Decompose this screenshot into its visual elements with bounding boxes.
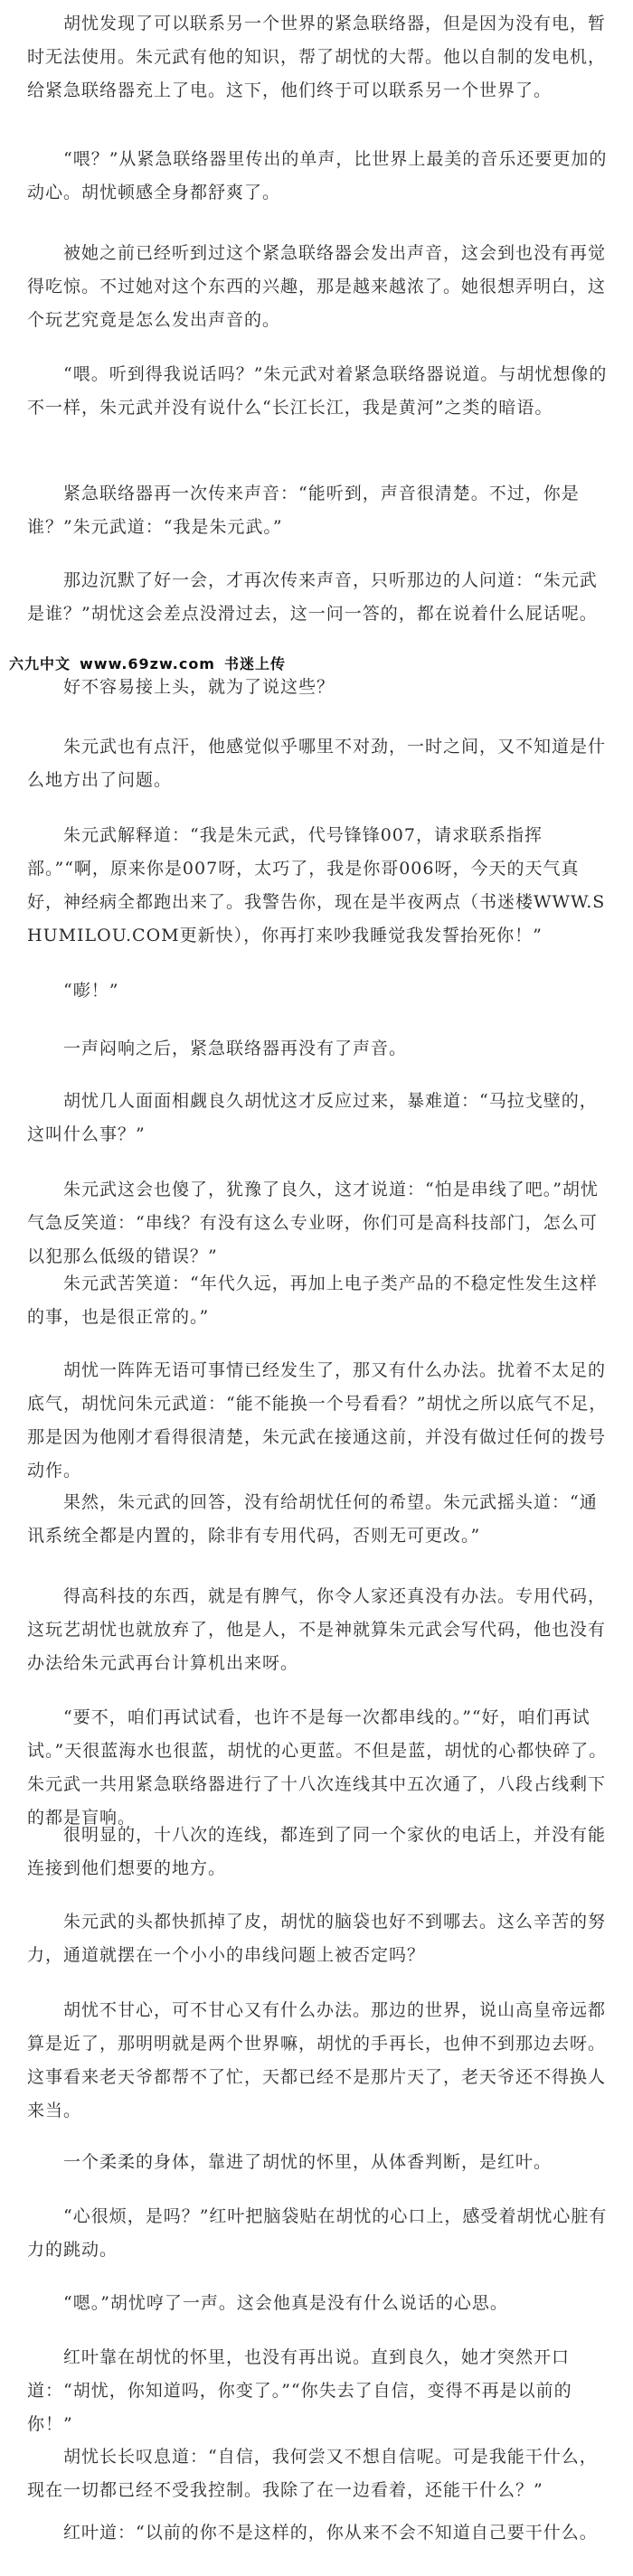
paragraph: 被她之前已经听到过这个紧急联络器会发出声音，这会到也没有再觉得吃惊。不过她对这个东西的兴趣，那是越来越浓了。她很想弄明白，这个玩艺究竟是怎么发出声音的。 [27,243,607,330]
paragraph: 朱元武解释道：“我是朱元武，代号锋锋007，请求联系指挥部。”“啊，原来你是007呀，太巧了，我是你哥006呀，今天的天气真好，神经病全都跑出来了。我警告你，现在是半夜两点（书迷楼WWW.SHUMILOU.COM更新快），你再打来吵我睡觉我发誓抬死你！” [27,825,606,945]
watermark-site-name: 六九中文 [9,655,71,672]
paragraph: 胡忧长长叹息道：“自信，我何尝又不想自信呢。可是我能干什么，现在一切都已经不受我控制。我除了在一边看着，还能干什么？” [27,2447,598,2500]
paragraph: 那边沉默了好一会，才再次传来声音，只听那边的人问道：“朱元武是谁？”胡忧这会差点没滑过去，这一问一答的，都在说着什么屁话呢。 [27,570,598,624]
paragraph: 朱元武的头都快抓掉了皮，胡忧的脑袋也好不到哪去。这么辛苦的努力，通道就摆在一个小小的串线问题上被否定吗？ [27,1912,607,1965]
paragraph: 紧急联络器再一次传来声音：“能听到，声音很清楚。不过，你是谁？”朱元武道：“我是朱元武。” [27,484,580,537]
paragraph: 好不容易接上头，就为了说这些？ [63,677,335,697]
paragraph: “心很烦，是吗？”红叶把脑袋贴在胡忧的心口上，感受着胡忧心脏有力的跳动。 [27,2206,608,2260]
paragraph: “要不，咱们再试试看，也许不是每一次都串线的。”“好，咱们再试试。”天很蓝海水也很蓝，胡忧的心更蓝。不但是蓝，胡忧的心都快碎了。朱元武一共用紧急联络器进行了十八次连线其中五次通了，八段占线剩下的都是盲响。 [27,1707,608,1828]
paragraph: 得高科技的东西，就是有脾气，你令人家还真没有办法。专用代码，这玩艺胡忧也就放弃了，他是人，不是神就算朱元武会写代码，他也没有办法给朱元武再台计算机出来呀。 [27,1586,607,1673]
watermark-tag: 书迷上传 [223,655,286,672]
paragraph: 红叶靠在胡忧的怀里，也没有再出说。直到良久，她才突然开口道：“胡忧，你知道吗，你变了。”“你失去了自信，变得不再是以前的你！” [27,2347,572,2434]
paragraph: 一声闷响之后，紧急联络器再没有了声音。 [63,1039,408,1058]
paragraph: 朱元武苦笑道：“年代久远，再加上电子类产品的不稳定性发生这样的事，也是很正常的。” [27,1274,598,1327]
paragraph: 很明显的，十八次的连线，都连到了同一个家伙的电话上，并没有能连接到他们想要的地方。 [27,1825,607,1878]
paragraph: 果然，朱元武的回答，没有给胡忧任何的希望。朱元武摇头道：“通讯系统全都是内置的，除非有专用代码，否则无可更改。” [27,1492,598,1546]
paragraph: “喂。听到得我说话吗？”朱元武对着紧急联络器说道。与胡忧想像的不一样，朱元武并没有说什么“长江长江，我是黄河”之类的暗语。 [27,364,608,418]
paragraph: 胡忧发现了可以联系另一个世界的紧急联络器，但是因为没有电，暂时无法使用。朱元武有他的知识，帮了胡忧的大帮。他以自制的发电机，给紧急联络器充上了电。这下，他们终于可以联系另一个世界了。 [27,14,607,100]
paragraph: “喂？”从紧急联络器里传出的单声，比世界上最美的音乐还要更加的动心。胡忧顿感全身都舒爽了。 [27,149,608,202]
paragraph: 朱元武也有点汗，他感觉似乎哪里不对劲，一时之间，又不知道是什么地方出了问题。 [27,737,607,790]
paragraph: “嗯。”胡忧哼了一声。这会他真是没有什么说话的心思。 [63,2293,508,2313]
paragraph: 红叶道：“以前的你不是这样的，你从来不会不知道自己要干什么。 [63,2523,598,2543]
paragraph: 胡忧一阵阵无语可事情已经发生了，那又有什么办法。扰着不太足的底气，胡忧问朱元武道：“能不能换一个号看看？”胡忧之所以底气不足，那是因为他刚才看得很清楚，朱元武在接通这前，并没有做过任何的拨号动作。 [27,1360,608,1481]
paragraph: “嘭！” [63,981,119,1001]
paragraph: 一个柔柔的身体，靠进了胡忧的怀里，从体香判断，是红叶。 [63,2152,553,2172]
paragraph: 胡忧不甘心，可不甘心又有什么办法。那边的世界，说山高皇帝远都算是近了，那明明就是两个世界嘛，胡忧的手再长，也伸不到那边去呀。这事看来老天爷都帮不了忙，天都已经不是那片天了，老天爷还不得换人来当。 [27,2000,607,2120]
paragraph: 朱元武这会也傻了，犹豫了良久，这才说道：“怕是串线了吧。”胡忧气急反笑道：“串线？有没有这么专业呀，你们可是高科技部门，怎么可以犯那么低级的错误？” [27,1180,599,1266]
paragraph: 胡忧几人面面相觑良久胡忧这才反应过来，暴难道：“马拉戈壁的，这叫什么事？” [27,1091,598,1144]
watermark-site-url: www.69zw.com [80,655,215,672]
